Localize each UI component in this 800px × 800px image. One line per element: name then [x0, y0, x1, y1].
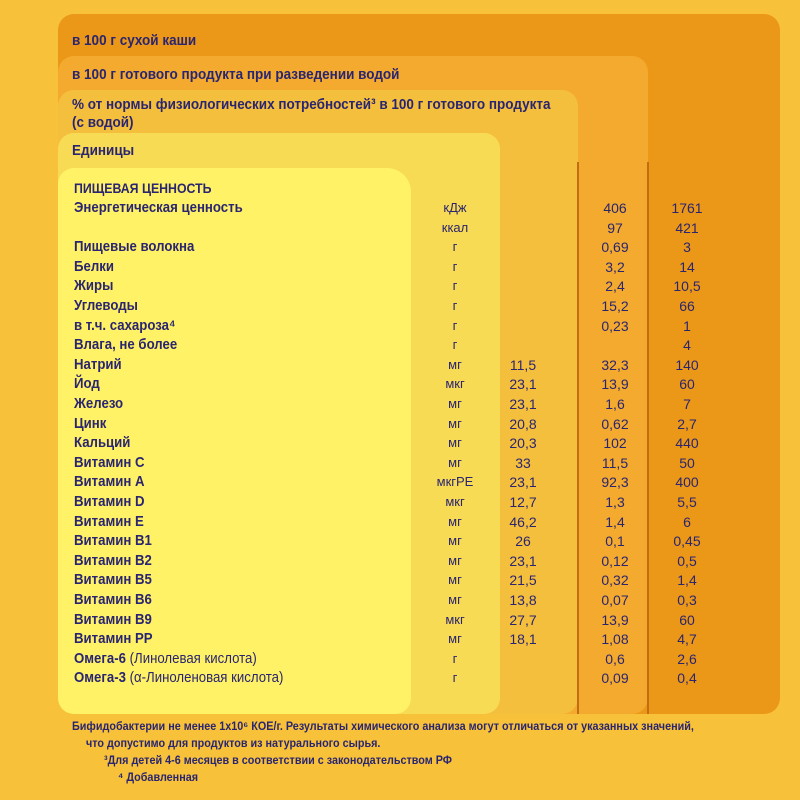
prepared-value-cell: 0,07 [601, 592, 629, 608]
table-row [0, 394, 800, 414]
footnote-line1: Бифидобактерии не менее 1х10⁶ КОЕ/г. Результаты химического анализа могут отличаться от указанных значений, [72, 719, 694, 733]
table-row [0, 316, 800, 336]
prepared-value-cell: 1,6 [605, 396, 625, 412]
unit-cell: мкг [445, 494, 465, 509]
dry-value-cell: 66 [679, 298, 695, 314]
prepared-value-cell: 2,4 [605, 278, 625, 295]
nutrient-name: Витамин А [74, 473, 145, 491]
nutrient-name: Йод [74, 375, 100, 393]
section-title-row [0, 178, 800, 198]
norm-percent-cell: 46,2 [509, 513, 537, 530]
dry-value-cell: 3 [683, 239, 691, 256]
unit-cell: г [452, 650, 458, 666]
header-dry: в 100 г сухой каши [72, 32, 197, 49]
prepared-value-cell: 0,09 [601, 670, 629, 687]
prepared-value-cell: 0,69 [601, 239, 629, 256]
footnote-4: ⁴ Добавленная [118, 770, 199, 784]
nutrient-name: Пищевые волокна [74, 238, 195, 256]
table-row [0, 198, 800, 218]
dry-value-cell: 4,7 [677, 631, 697, 648]
nutrient-name: Витамин В9 [74, 610, 152, 628]
nutrient-name-extra: (Линолевая кислота) [129, 649, 257, 667]
norm-percent-cell: 18,1 [509, 631, 537, 648]
table-row [0, 335, 800, 355]
dry-value-cell: 5,5 [677, 494, 697, 510]
prepared-value-cell: 92,3 [601, 474, 629, 491]
nutrient-name: Витамин В2 [74, 551, 152, 569]
dry-value-cell: 50 [679, 454, 695, 471]
dry-value-cell: 4 [683, 337, 691, 354]
nutrient-name: Энергетическая ценность [74, 199, 243, 216]
section-title: ПИЩЕВАЯ ЦЕННОСТЬ [74, 180, 212, 196]
nutrient-name: Белки [74, 257, 114, 275]
prepared-value-cell: 406 [603, 200, 627, 216]
nutrient-name [74, 668, 283, 688]
prepared-value-cell: 0,32 [601, 572, 629, 589]
prepared-value-cell: 11,5 [601, 454, 629, 471]
norm-percent-cell: 23,1 [509, 396, 537, 412]
unit-cell: г [452, 278, 458, 294]
nutrient-name-main: Омега-6 [74, 649, 126, 667]
table-row [0, 629, 800, 649]
unit-cell: г [452, 239, 458, 255]
prepared-value-cell: 0,23 [601, 317, 629, 334]
prepared-value-cell: 32,3 [601, 356, 629, 373]
unit-cell: г [452, 337, 458, 353]
unit-cell: мкг [445, 611, 465, 627]
table-row [0, 590, 800, 610]
nutrient-name: Железо [74, 395, 124, 412]
table-row [0, 551, 800, 571]
unit-cell: мг [448, 513, 462, 529]
dry-value-cell: 14 [679, 258, 695, 275]
norm-percent-cell: 21,5 [509, 572, 537, 589]
prepared-value-cell: 1,08 [601, 631, 629, 648]
norm-percent-cell: 13,8 [509, 592, 537, 608]
unit-cell: г [452, 317, 458, 333]
prepared-value-cell: 0,6 [605, 650, 625, 667]
table-row [0, 276, 800, 296]
prepared-value-cell: 13,9 [601, 611, 629, 628]
norm-percent-cell: 26 [515, 533, 531, 550]
unit-cell: мг [448, 356, 462, 372]
table-row [0, 453, 800, 473]
unit-cell: мг [448, 631, 462, 647]
prepared-value-cell: 97 [607, 219, 623, 236]
norm-percent-cell: 20,3 [509, 435, 537, 452]
dry-value-cell: 400 [675, 474, 699, 491]
dry-value-cell: 0,3 [677, 592, 697, 608]
header-prepared: в 100 г готового продукта при разведении водой [72, 66, 400, 83]
nutrient-name: Витамин С [74, 453, 145, 471]
norm-percent-cell: 33 [515, 454, 531, 471]
norm-percent-cell: 11,5 [509, 356, 537, 373]
nutrient-name: Витамин В6 [74, 591, 152, 608]
norm-percent-cell: 23,1 [509, 474, 537, 491]
dry-value-cell: 421 [675, 219, 699, 236]
prepared-value-cell: 0,12 [601, 552, 629, 569]
header-norm-line1: % от нормы физиологических потребностей³ в 100 г готового продукта [72, 96, 551, 113]
unit-cell: кДж [443, 200, 467, 215]
table-row [0, 414, 800, 434]
table-row [0, 472, 800, 492]
table-row [0, 433, 800, 453]
dry-value-cell: 140 [675, 356, 699, 373]
unit-cell: мг [448, 592, 462, 607]
nutrient-name: Витамин РР [74, 630, 153, 648]
norm-percent-cell: 23,1 [509, 376, 537, 393]
dry-value-cell: 0,5 [677, 552, 697, 569]
unit-cell: г [452, 670, 458, 686]
dry-value-cell: 2,7 [677, 415, 697, 432]
unit-cell: г [452, 258, 458, 274]
unit-cell: мкгРЕ [436, 474, 474, 490]
table-row [0, 512, 800, 532]
nutrient-name: Витамин В1 [74, 532, 152, 550]
unit-cell: г [452, 298, 458, 313]
unit-cell: ккал [441, 219, 469, 235]
prepared-value-cell: 1,3 [605, 494, 625, 510]
prepared-value-cell: 0,1 [605, 533, 625, 550]
header-norm-line2: (с водой) [72, 114, 134, 131]
table-row [0, 257, 800, 277]
norm-percent-cell: 20,8 [509, 415, 537, 432]
nutrient-name: Витамин D [74, 493, 145, 510]
table-row [0, 237, 800, 257]
footnote-line2: что допустимо для продуктов из натурального сырья. [86, 736, 381, 750]
unit-cell: мг [448, 396, 462, 411]
prepared-value-cell: 102 [603, 435, 627, 452]
dry-value-cell: 1 [683, 317, 691, 334]
nutrient-name: Кальций [74, 434, 131, 452]
table-row [0, 570, 800, 590]
nutrient-name: Натрий [74, 355, 122, 373]
unit-cell: мг [448, 533, 462, 549]
nutrient-name: Влага, не более [74, 336, 178, 354]
unit-cell: мкг [445, 376, 465, 392]
dry-value-cell: 7 [683, 396, 691, 412]
unit-cell: мг [448, 454, 462, 470]
header-units: Единицы [72, 142, 135, 159]
nutrient-name-main: Омега-3 [74, 669, 126, 687]
nutrient-name: в т.ч. сахароза⁴ [74, 316, 176, 334]
prepared-value-cell: 1,4 [605, 513, 625, 530]
table-row [0, 668, 800, 688]
prepared-value-cell: 13,9 [601, 376, 629, 393]
nutrient-name [74, 649, 257, 669]
table-row [0, 610, 800, 630]
norm-percent-cell: 12,7 [509, 494, 537, 510]
nutrient-name-extra: (α-Линоленовая кислота) [129, 669, 284, 687]
prepared-value-cell: 0,62 [601, 415, 629, 432]
table-row [0, 492, 800, 512]
unit-cell: мг [448, 435, 462, 451]
nutrient-name: Витамин Е [74, 512, 144, 530]
table-row [0, 218, 800, 238]
dry-value-cell: 1,4 [677, 572, 697, 589]
dry-value-cell: 10,5 [673, 278, 701, 295]
table-row [0, 531, 800, 551]
table-row [0, 355, 800, 375]
norm-percent-cell: 23,1 [509, 552, 537, 569]
dry-value-cell: 0,45 [673, 533, 701, 550]
nutrient-name: Витамин В5 [74, 571, 152, 589]
prepared-value-cell: 15,2 [601, 298, 629, 314]
unit-cell: мг [448, 572, 462, 588]
prepared-value-cell: 3,2 [605, 258, 625, 275]
nutrient-name: Углеводы [74, 297, 138, 314]
table-row [0, 296, 800, 316]
dry-value-cell: 60 [679, 611, 695, 628]
footnote-3: ³Для детей 4-6 месяцев в соответствии с законодательством РФ [104, 753, 453, 767]
dry-value-cell: 60 [679, 376, 695, 393]
dry-value-cell: 6 [683, 513, 691, 530]
nutrient-name: Цинк [74, 414, 107, 432]
table-row [0, 649, 800, 669]
dry-value-cell: 0,4 [677, 670, 697, 687]
dry-value-cell: 1761 [671, 200, 703, 216]
dry-value-cell: 2,6 [677, 650, 697, 667]
unit-cell: мг [448, 415, 462, 431]
nutrient-name: Жиры [74, 277, 114, 295]
table-row [0, 374, 800, 394]
unit-cell: мг [448, 552, 462, 568]
norm-percent-cell: 27,7 [509, 611, 537, 628]
dry-value-cell: 440 [675, 435, 699, 452]
